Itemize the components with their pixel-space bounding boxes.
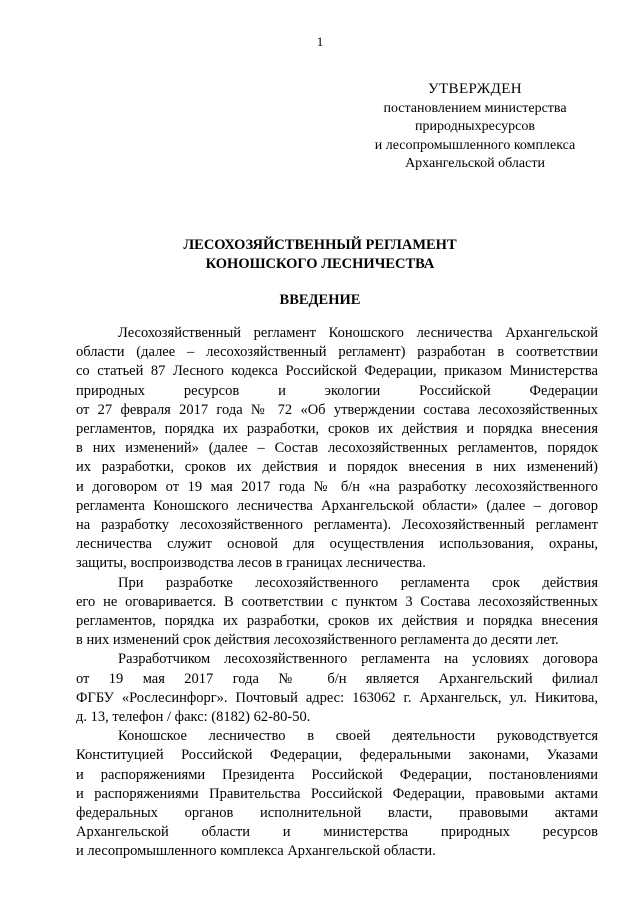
paragraph-2 — [76, 574, 598, 651]
page-number: 1 — [316, 34, 324, 49]
approval-line: природныхресурсов — [414, 119, 536, 134]
text-line: его не оговаривается. В соответствии с пунктом 3 Состава лесохозяйственных — [76, 593, 598, 610]
text-line: природных ресурсов и экологии Российской Федерации — [76, 382, 598, 399]
document-body — [76, 324, 598, 862]
approval-line: постановлением министерства — [383, 100, 567, 116]
text-line: от 27 февраля 2017 года № 72 «Об утверждении состава лесохозяйственных — [76, 401, 598, 418]
text-line: защиты, воспроизводства лесов в границах лесничества. — [76, 555, 426, 572]
approval-stamp — [346, 80, 604, 174]
text-line: регламентов, порядка их разработки, сроков их действия и порядка внесения — [76, 421, 598, 438]
text-line: и лесопромышленного комплекса Архангельской области. — [76, 843, 436, 860]
text-line: ФГБУ «Рослесинфорг». Почтовый адрес: 163062 г. Архангельск, ул. Никитова, — [76, 689, 598, 706]
text-line: Разработчиком лесохозяйственного регламента на условиях договора — [118, 651, 598, 668]
text-line: Лесохозяйственный регламент Коношского лесничества Архангельской — [118, 325, 598, 341]
text-line: в них изменений» (далее – Состав лесохозяйственных регламентов, порядок — [76, 440, 598, 457]
approval-line: Архангельской области — [405, 156, 545, 171]
document-title — [0, 236, 640, 274]
text-line: Коношское лесничество в своей деятельности руководствуется — [118, 728, 598, 745]
text-line: д. 13, телефон / факс: (8182) 62-80-50. — [76, 709, 311, 726]
paragraph-4 — [76, 727, 598, 861]
approval-title: УТВЕРЖДЕН — [427, 81, 523, 97]
text-line: регламента Коношского лесничества Архангельской области» (далее – договор — [76, 497, 598, 514]
text-line: со статьей 87 Лесного кодекса Российской Федерации, приказом Министерства — [76, 363, 598, 380]
paragraph-1 — [76, 324, 598, 574]
text-line: от 19 мая 2017 года № б/н является Архангельский филиал — [76, 670, 598, 687]
text-line: регламентов, порядка их разработки, сроков их действия и порядка внесения — [76, 613, 598, 630]
approval-line: и лесопромышленного комплекса — [374, 137, 576, 153]
text-line: федеральных органов исполнительной власти, правовыми актами — [76, 805, 598, 822]
text-line: лесничества служит основой для осуществления использования, охраны, — [76, 536, 598, 553]
text-line: и распоряжениями Президента Российской Федерации, постановлениями — [76, 766, 598, 783]
text-line: их разработки, сроков их действия и порядок внесения в них изменений) — [76, 459, 598, 476]
text-line: Конституцией Российской Федерации, федеральными законами, Указами — [76, 747, 598, 764]
text-line: области (далее – лесохозяйственный регламент) разработан в соответствии — [76, 344, 598, 361]
document-title-line: КОНОШСКОГО ЛЕСНИЧЕСТВА — [205, 256, 435, 272]
paragraph-3 — [76, 650, 598, 727]
text-line: При разработке лесохозяйственного регламента срок действия — [118, 574, 598, 591]
text-line: на разработку лесохозяйственного регламента). Лесохозяйственный регламент — [76, 517, 598, 534]
document-title-line: ЛЕСОХОЗЯЙСТВЕННЫЙ РЕГЛАМЕНТ — [183, 237, 457, 253]
section-title: ВВЕДЕНИЕ — [279, 292, 361, 308]
text-line: в них изменений срок действия лесохозяйственного регламента до десяти лет. — [76, 632, 559, 649]
text-line: и договором от 19 мая 2017 года № б/н «на разработку лесохозяйственного — [76, 478, 598, 495]
text-line: Архангельской области и министерства природных ресурсов — [76, 824, 598, 841]
text-line: и распоряжениями Правительства Российской Федерации, правовыми актами — [76, 785, 598, 802]
